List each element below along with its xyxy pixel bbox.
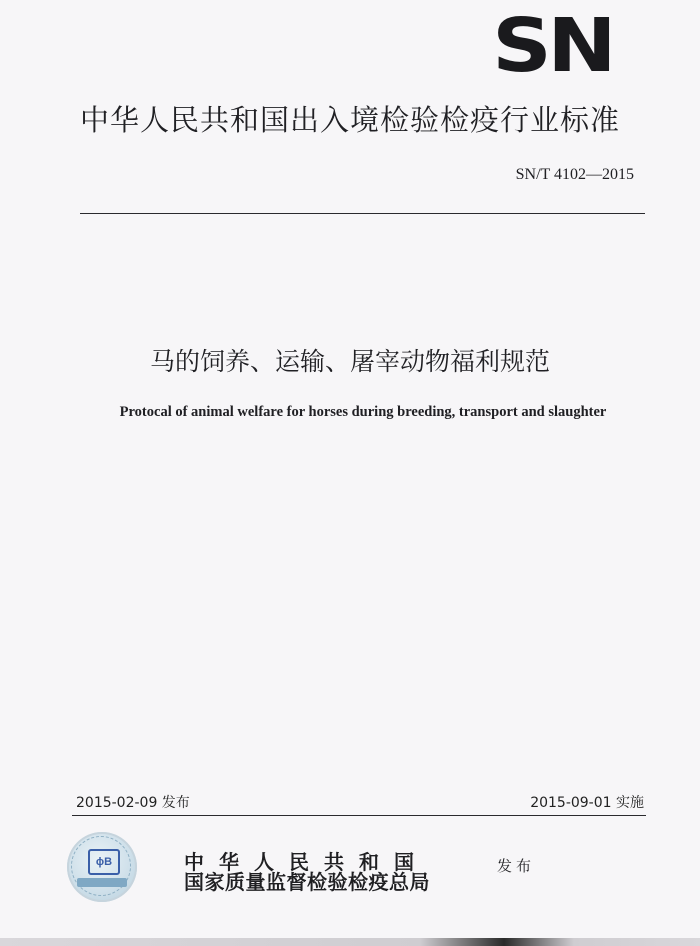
issuer-line-2: 国家质量监督检验检疫总局 bbox=[184, 870, 430, 894]
anti-counterfeit-seal-icon bbox=[67, 832, 137, 902]
standard-code: SN/T 4102—2015 bbox=[515, 166, 634, 183]
industry-standard-title: 中华人民共和国出入境检验检疫行业标准 bbox=[79, 103, 620, 137]
sn-logo: SN bbox=[492, 3, 613, 89]
issuer-line-1: 中华人民共和国 bbox=[184, 850, 429, 874]
scan-bottom-edge bbox=[0, 938, 700, 946]
seal-emblem: ɸB bbox=[88, 849, 120, 875]
issue-date: 2015-02-09 发布 bbox=[76, 795, 190, 811]
issue-word: 发布 bbox=[497, 857, 536, 875]
bottom-divider bbox=[72, 815, 646, 816]
implementation-date: 2015-09-01 实施 bbox=[530, 795, 644, 811]
document-title-chinese: 马的饲养、运输、屠宰动物福利规范 bbox=[149, 347, 550, 376]
seal-band bbox=[77, 878, 127, 887]
top-divider bbox=[80, 213, 645, 214]
document-title-english: Protocal of animal welfare for horses during breeding, transport and slaughter bbox=[119, 404, 607, 420]
